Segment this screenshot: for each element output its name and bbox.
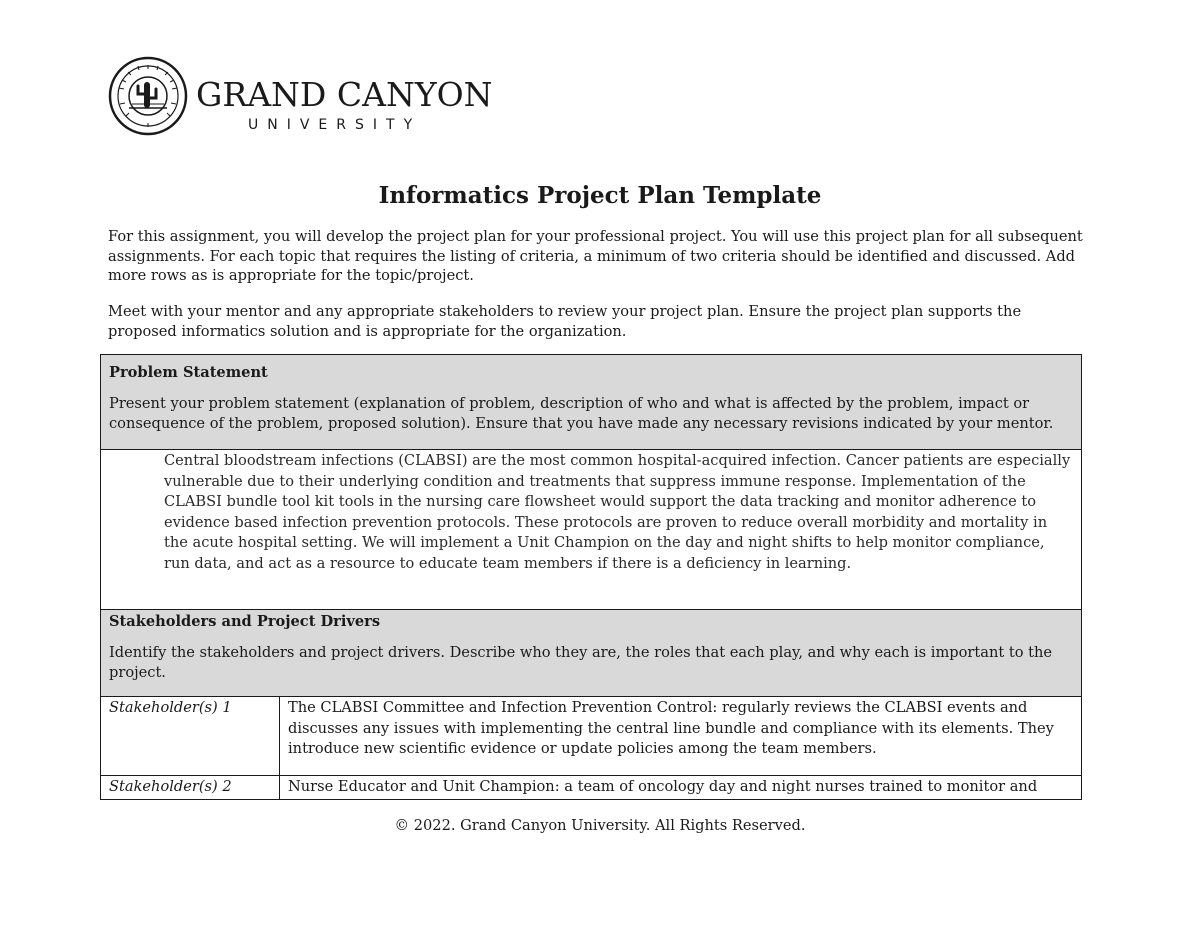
- stakeholder-description[interactable]: The CLABSI Committee and Infection Prevention Control: regularly reviews the CLABSI events and discusses any issues with implementing the central line bundle and compliance with its elements. They introduce new scientific evidence or update policies among the team members.: [288, 699, 1054, 758]
- copyright-footer: © 2022. Grand Canyon University. All Rights Reserved.: [394, 817, 806, 834]
- table-row: [101, 776, 1081, 800]
- table-row: [101, 697, 1081, 776]
- logo-wordmark: GRAND CANYON: [196, 75, 493, 114]
- stakeholders-heading: Stakeholders and Project Drivers: [109, 613, 381, 630]
- stakeholder-label: Stakeholder(s) 1: [101, 697, 280, 775]
- intro-paragraph-2: Meet with your mentor and any appropriate stakeholders to review your project plan. Ensure the project plan supports the proposed informatics solution and is appropriate for the organization.: [108, 303, 1022, 340]
- university-seal-icon: [108, 56, 188, 136]
- intro-paragraph-1: For this assignment, you will develop the project plan for your professional project. You will use this project plan for all subsequent assignments. For each topic that requires the listing of criteria, a minimum of two criteria should be identified and discussed. Add more rows as is appropriate for the topic/project.: [108, 228, 1083, 285]
- logo-subtitle: UNIVERSITY: [248, 117, 422, 133]
- stakeholders-instructions: Identify the stakeholders and project drivers. Describe who they are, the roles that each play, and why each is important to the project.: [109, 644, 1053, 681]
- project-plan-table: [100, 354, 1082, 800]
- university-logo: [108, 52, 493, 140]
- problem-statement-instructions: Present your problem statement (explanation of problem, description of who and what is affected by the problem, impact or consequence of the problem, proposed solution). Ensure that you have made any necessary revisions indicated by your mentor.: [109, 395, 1054, 432]
- document-title: Informatics Project Plan Template: [378, 182, 822, 209]
- stakeholders-header-cell: [101, 610, 1081, 697]
- problem-statement-heading: Problem Statement: [109, 364, 268, 381]
- problem-statement-header-cell: [101, 355, 1081, 450]
- stakeholder-label: Stakeholder(s) 2: [101, 776, 280, 800]
- stakeholder-description[interactable]: Nurse Educator and Unit Champion: a team of oncology day and night nurses trained to monitor and: [288, 778, 1038, 795]
- problem-statement-answer[interactable]: Central bloodstream infections (CLABSI) are the most common hospital-acquired infection. Cancer patients are especially vulnerable due to their underlying condition and treatments that suppress immune response. Implementation of the CLABSI bundle tool kit tools in the nursing care flowsheet would support the data tracking and monitor adherence to evidence based infection prevention protocols. These protocols are proven to reduce overall morbidity and mortality in the acute hospital setting. We will implement a Unit Champion on the day and night shifts to help monitor compliance, run data, and act as a resource to educate team members if there is a deficiency in learning.: [101, 450, 1081, 610]
